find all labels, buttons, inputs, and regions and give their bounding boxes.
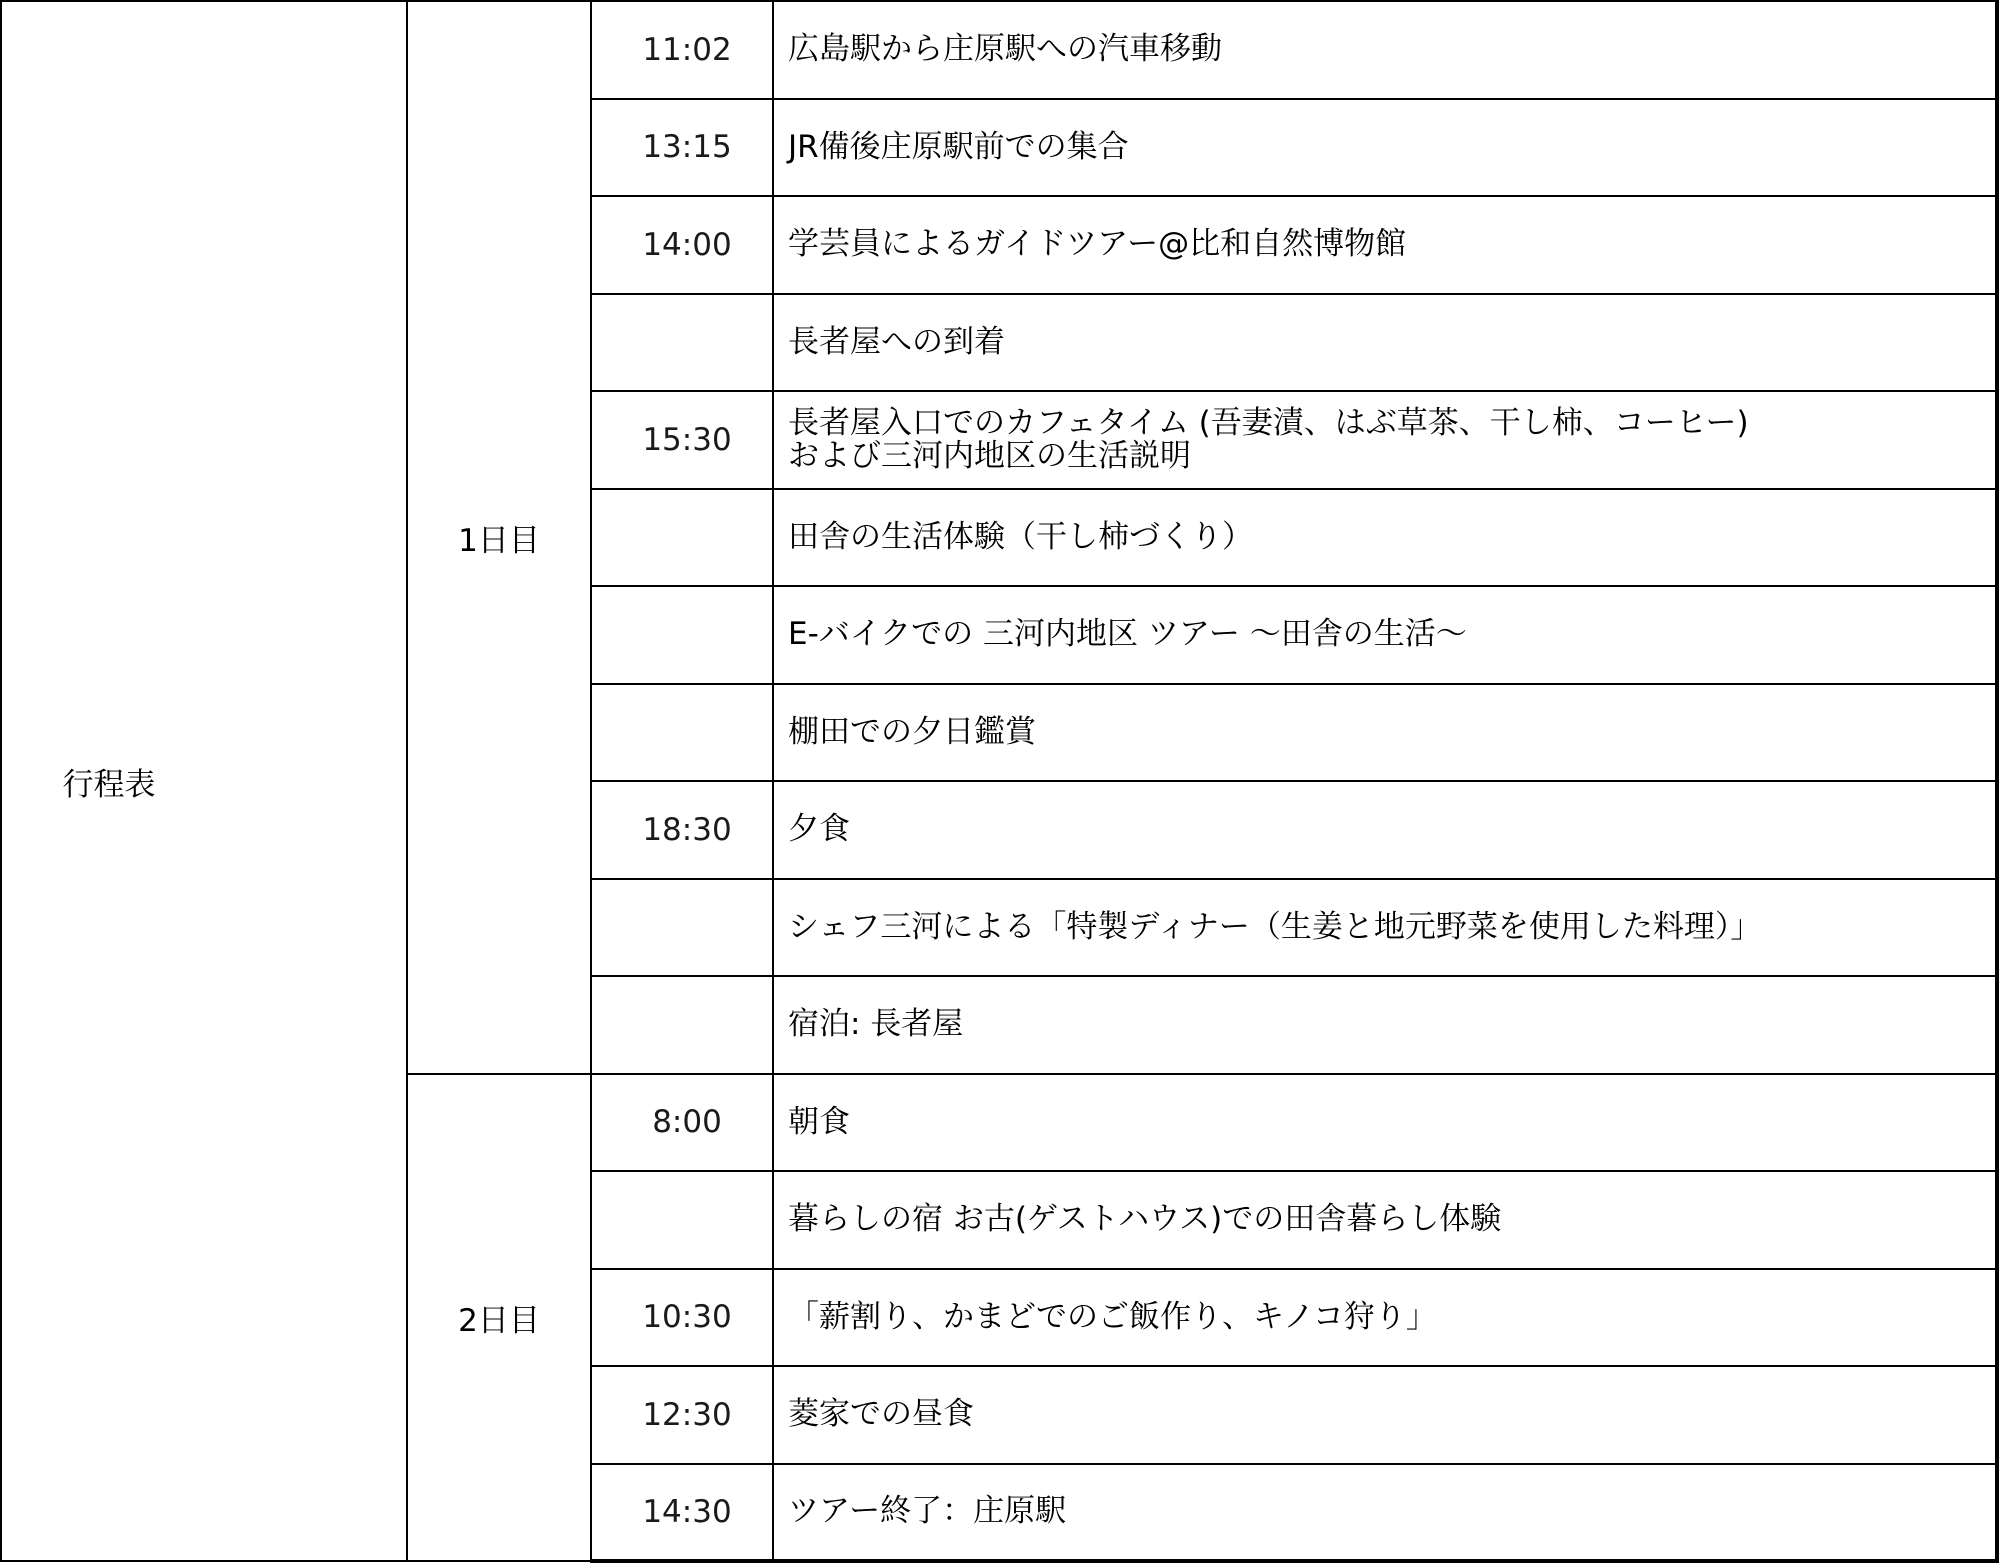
- schedule-activity: [773, 1464, 1997, 1562]
- schedule-time: [591, 684, 773, 782]
- activity-text: 朝食: [788, 1103, 850, 1140]
- activity-text: 「薪割り、かまどでのご飯作り、キノコ狩り」: [788, 1298, 1437, 1335]
- schedule-activity: [773, 1, 1997, 99]
- activity-text: 長者屋への到着: [788, 323, 1005, 360]
- schedule-activity: [773, 586, 1997, 684]
- schedule-time: [591, 879, 773, 977]
- schedule-time: 14:00: [591, 196, 773, 294]
- itinerary-label: 行程表: [1, 1, 407, 1561]
- activity-text: 田舎の生活体験（干し柿づくり）: [788, 518, 1253, 555]
- itinerary-body: [1, 1, 1997, 1561]
- schedule-activity: [773, 1171, 1997, 1269]
- schedule-time: [591, 489, 773, 587]
- schedule-time: 12:30: [591, 1366, 773, 1464]
- activity-text: シェフ三河による「特製ディナー（生姜と地元野菜を使用した料理）」: [788, 908, 1762, 945]
- schedule-activity: [773, 781, 1997, 879]
- schedule-activity: [773, 489, 1997, 587]
- schedule-activity: [773, 1366, 1997, 1464]
- schedule-time: 13:15: [591, 99, 773, 197]
- schedule-activity: [773, 976, 1997, 1074]
- activity-text: ツアー終了：庄原駅: [788, 1493, 1067, 1530]
- activity-text: 広島駅から庄原駅への汽車移動: [788, 31, 1222, 68]
- schedule-activity: [773, 1269, 1997, 1367]
- activity-text: 棚田での夕日鑑賞: [788, 713, 1036, 750]
- schedule-activity: [773, 684, 1997, 782]
- schedule-time: 8:00: [591, 1074, 773, 1172]
- activity-text: および三河内地区の生活説明: [788, 437, 1191, 474]
- schedule-time: 10:30: [591, 1269, 773, 1367]
- schedule-time: [591, 294, 773, 392]
- activity-text: E-バイクでの 三河内地区 ツアー ～田舎の生活～: [788, 616, 1467, 653]
- schedule-activity: [773, 99, 1997, 197]
- schedule-time: 15:30: [591, 391, 773, 489]
- schedule-time: [591, 976, 773, 1074]
- schedule-time: 14:30: [591, 1464, 773, 1562]
- schedule-time: 18:30: [591, 781, 773, 879]
- schedule-activity: [773, 1074, 1997, 1172]
- activity-text: 学芸員によるガイドツアー@比和自然博物館: [788, 226, 1407, 263]
- activity-text: 暮らしの宿 お古(ゲストハウス)での田舎暮らし体験: [788, 1201, 1502, 1238]
- schedule-row: [1, 1, 1997, 99]
- schedule-activity: [773, 391, 1997, 489]
- schedule-time: [591, 1171, 773, 1269]
- schedule-time: 11:02: [591, 1, 773, 99]
- activity-text: 夕食: [788, 811, 850, 848]
- day-label: 1日目: [407, 1, 591, 1074]
- activity-text: 宿泊: 長者屋: [788, 1006, 964, 1043]
- schedule-activity: [773, 196, 1997, 294]
- schedule-activity: [773, 879, 1997, 977]
- schedule-time: [591, 586, 773, 684]
- activity-text: JR備後庄原駅前での集合: [788, 128, 1129, 165]
- activity-text: 菱家での昼食: [788, 1396, 974, 1433]
- schedule-activity: [773, 294, 1997, 392]
- day-label: 2日目: [407, 1074, 591, 1562]
- activity-text: 長者屋入口でのカフェタイム (吾妻漬、はぶ草茶、干し柿、コーヒー): [788, 405, 1749, 442]
